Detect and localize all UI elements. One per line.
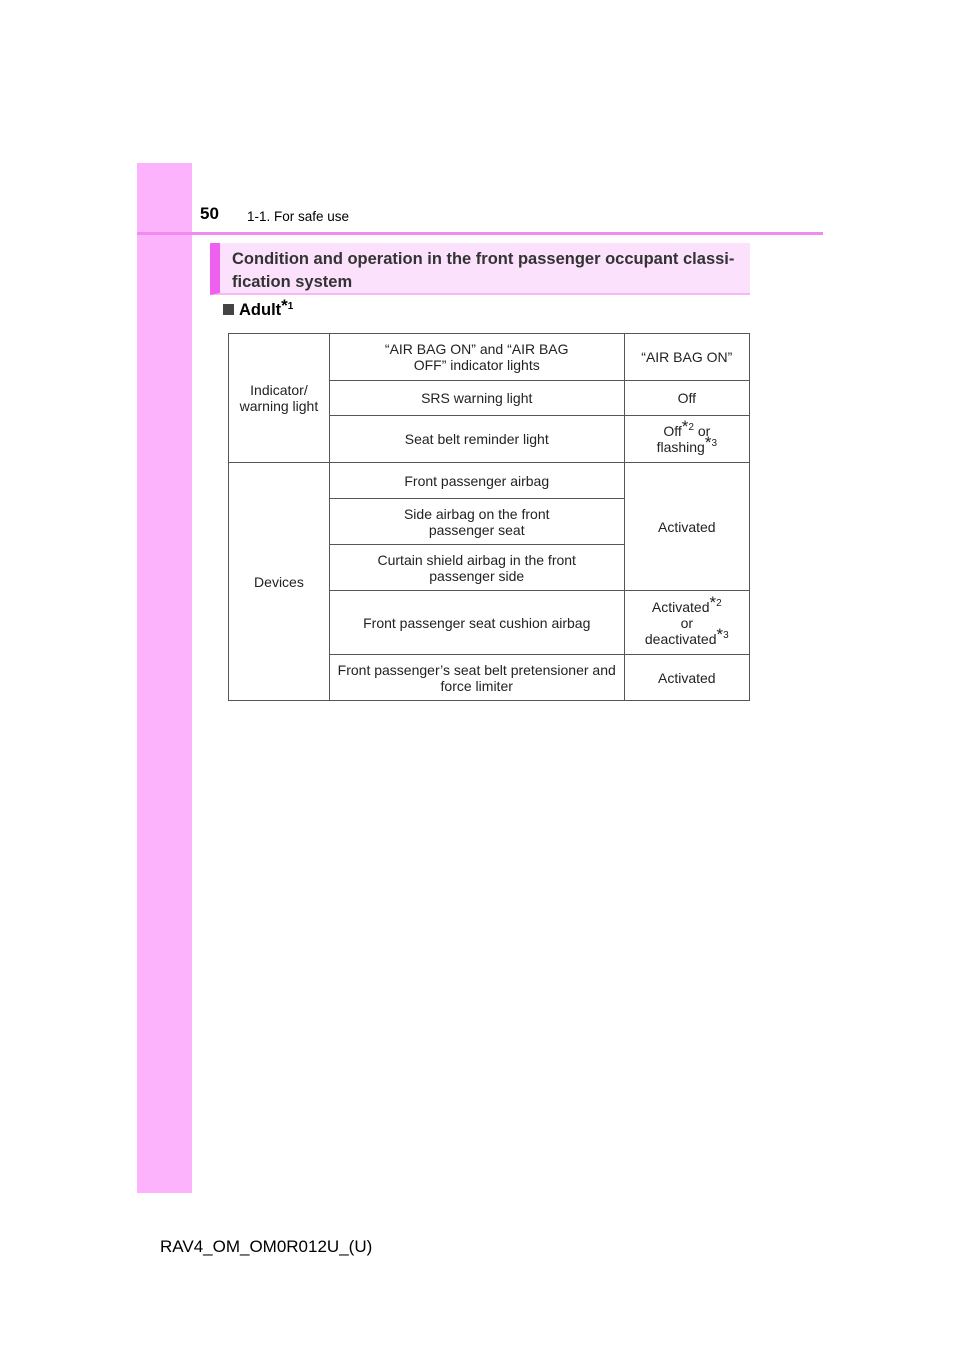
page-number: 50 xyxy=(200,204,219,223)
item-cell: Front passenger airbag xyxy=(329,463,624,499)
subheading-adult xyxy=(223,295,294,320)
item-cell: Curtain shield airbag in the front passenger side xyxy=(329,545,624,591)
item-cell: Side airbag on the front passenger seat xyxy=(329,499,624,545)
table-row xyxy=(229,463,750,499)
section-title: Condition and operation in the front passenger occupant classi- fication system xyxy=(210,243,750,295)
value-cell: Off$^{*2}$ or flashing$^{*3}$ xyxy=(624,416,749,463)
document-code: RAV4_OM_OM0R012U_(U) xyxy=(160,1237,373,1256)
square-bullet-icon xyxy=(223,304,234,315)
value-cell: Activated xyxy=(624,463,749,591)
item-cell: SRS warning light xyxy=(329,381,624,416)
value-cell: “AIR BAG ON” xyxy=(624,334,749,381)
footnote-mark: *1 xyxy=(281,295,294,315)
table-row xyxy=(229,334,750,381)
item-cell: Front passenger’s seat belt pretensioner and force limiter xyxy=(329,655,624,701)
value-cell: Activated$^{*2}$ or deactivated$^{*3}$ xyxy=(624,591,749,655)
item-cell: “AIR BAG ON” and “AIR BAG OFF” indicator lights xyxy=(329,334,624,381)
item-cell: Seat belt reminder light xyxy=(329,416,624,463)
value-cell: Activated xyxy=(624,655,749,701)
value-cell: Off xyxy=(624,381,749,416)
side-color-band xyxy=(137,163,192,1193)
group-cell-devices: Devices xyxy=(229,463,330,701)
status-table xyxy=(228,333,750,701)
subheading-text: Adult xyxy=(239,301,282,319)
item-cell: Front passenger seat cushion airbag xyxy=(329,591,624,655)
header-rule xyxy=(137,232,823,235)
group-cell-indicator: Indicator/ warning light xyxy=(229,334,330,463)
section-label: 1-1. For safe use xyxy=(247,209,350,224)
